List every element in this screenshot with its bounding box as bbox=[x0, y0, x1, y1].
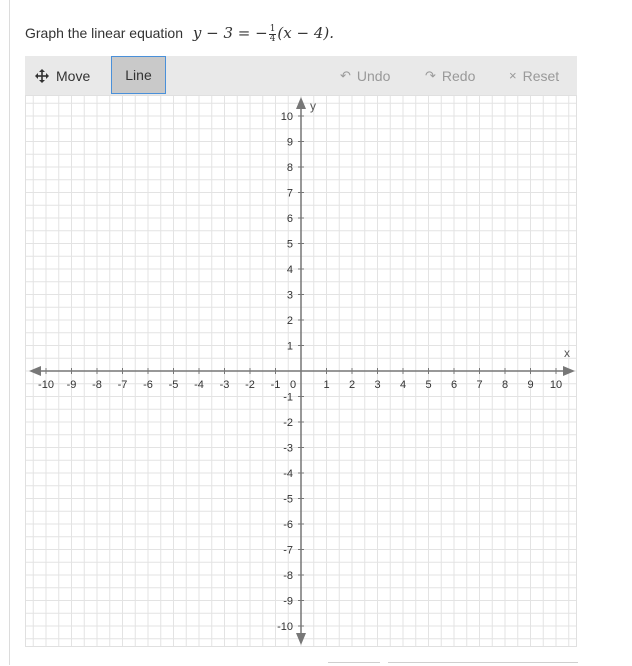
fraction-numerator: 1 bbox=[269, 23, 276, 34]
y-tick-label: -4 bbox=[283, 468, 293, 480]
prompt-text: Graph the linear equation bbox=[25, 25, 183, 41]
x-tick-label: -5 bbox=[168, 379, 179, 391]
undo-label: Undo bbox=[356, 67, 391, 84]
y-tick-label: -6 bbox=[283, 519, 293, 531]
y-tick-label: 1 bbox=[286, 340, 293, 353]
reset-label: Reset bbox=[522, 67, 560, 84]
y-tick-label: 7 bbox=[286, 187, 293, 200]
redo-button[interactable] bbox=[425, 56, 475, 95]
y-tick-label: -5 bbox=[283, 493, 293, 506]
move-arrows-icon bbox=[35, 69, 49, 83]
y-axis-label: y bbox=[310, 99, 316, 113]
y-tick-label: 9 bbox=[286, 136, 293, 149]
x-axis-arrow-left bbox=[29, 366, 41, 376]
y-tick-label: -10 bbox=[277, 621, 293, 633]
tick-labels bbox=[38, 111, 562, 633]
x-tick-label: -10 bbox=[38, 379, 54, 391]
y-tick-label: 10 bbox=[280, 111, 293, 123]
x-tick-label: 4 bbox=[399, 379, 407, 391]
line-label: Line bbox=[125, 67, 152, 83]
x-tick-label: 1 bbox=[323, 379, 330, 391]
x-tick-label: 5 bbox=[425, 379, 432, 391]
x-tick-label: 8 bbox=[501, 379, 509, 391]
x-axis-label: x bbox=[564, 346, 570, 360]
y-tick-label: 6 bbox=[286, 213, 293, 225]
y-tick-label: 5 bbox=[286, 238, 293, 251]
x-tick-label: -6 bbox=[143, 379, 153, 391]
x-tick-label: 6 bbox=[450, 379, 458, 391]
line-tool-button[interactable] bbox=[111, 56, 166, 94]
undo-button[interactable] bbox=[340, 56, 390, 95]
fraction-denominator: 4 bbox=[269, 33, 276, 44]
y-tick-label: 3 bbox=[286, 289, 293, 302]
undo-arrow-icon: ↶ bbox=[340, 67, 351, 83]
redo-arrow-icon: ↷ bbox=[425, 67, 436, 83]
y-tick-label: -9 bbox=[283, 595, 293, 608]
y-tick-label: 2 bbox=[286, 315, 293, 327]
x-tick-label: 9 bbox=[527, 379, 534, 391]
equation bbox=[193, 24, 334, 42]
question-prompt bbox=[25, 24, 334, 44]
x-tick-label: -7 bbox=[117, 379, 128, 391]
equation-right: (x − 4). bbox=[277, 24, 335, 42]
move-button[interactable] bbox=[35, 56, 90, 95]
redo-label: Redo bbox=[441, 67, 476, 84]
x-tick-label: -4 bbox=[194, 379, 204, 391]
x-tick-label: 0 bbox=[289, 379, 297, 391]
bottom-button-fragment bbox=[328, 662, 380, 666]
y-tick-label: -1 bbox=[283, 391, 293, 404]
x-tick-label: 3 bbox=[374, 379, 381, 391]
reset-button[interactable] bbox=[509, 56, 559, 95]
close-x-icon: × bbox=[509, 68, 517, 83]
bottom-button-fragment bbox=[388, 662, 578, 666]
y-tick-label: 8 bbox=[286, 162, 293, 174]
y-tick-label: -3 bbox=[283, 442, 293, 455]
x-tick-label: -1 bbox=[270, 379, 281, 391]
left-border bbox=[9, 0, 10, 665]
x-tick-label: -8 bbox=[92, 379, 102, 391]
equation-fraction bbox=[269, 25, 277, 44]
x-tick-label: 10 bbox=[549, 379, 563, 391]
move-label: Move bbox=[56, 67, 91, 84]
y-tick-label: 4 bbox=[286, 264, 293, 276]
x-tick-label: -9 bbox=[66, 379, 77, 391]
x-tick-label: 7 bbox=[476, 379, 483, 391]
y-tick-label: -7 bbox=[283, 544, 293, 557]
graph-toolbar bbox=[25, 56, 577, 95]
coordinate-plane[interactable] bbox=[25, 95, 577, 647]
y-tick-label: -2 bbox=[283, 417, 293, 429]
equation-left: y − 3 = − bbox=[192, 24, 268, 42]
y-tick-label: -8 bbox=[283, 570, 293, 582]
axes bbox=[29, 97, 575, 645]
x-tick-label: -2 bbox=[245, 379, 255, 391]
x-tick-label: -3 bbox=[219, 379, 230, 391]
x-tick-label: 2 bbox=[348, 379, 356, 391]
